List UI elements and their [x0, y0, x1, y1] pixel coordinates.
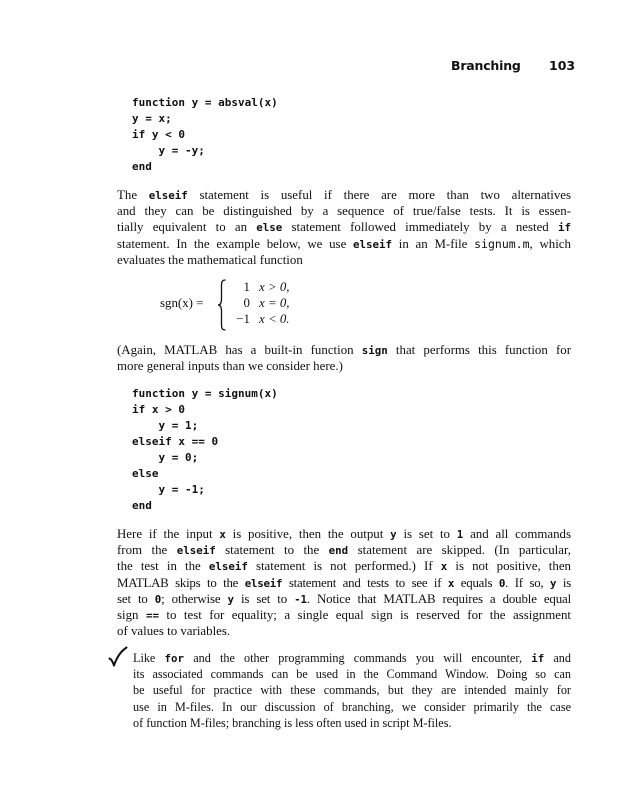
inline-code: else — [256, 221, 283, 235]
text-line: of function M-files; branching is less often used in script M-files. — [133, 715, 452, 730]
inline-filename: signum.m — [474, 236, 530, 251]
code-line: else — [132, 467, 159, 480]
text-line: more general inputs than we consider here.) — [117, 359, 343, 374]
code-line: y = x; — [132, 112, 172, 125]
text-line: set to 0; otherwise y is set to -1. Notice that MATLAB requires a double equal — [117, 591, 572, 606]
margin-note-command-window — [133, 650, 571, 731]
inline-code: elseif — [353, 237, 393, 251]
code-line: y = -y; — [132, 144, 205, 157]
running-header — [0, 58, 624, 74]
code-line: if y < 0 — [132, 128, 185, 141]
case-value: −1 — [236, 312, 250, 326]
page-number: 103 — [549, 58, 576, 73]
text-line: Here if the input x is positive, then the output y is set to 1 and all commands — [117, 527, 571, 541]
code-line: y = 1; — [132, 419, 199, 432]
text-line: sign == to test for equality; a single equal sign is reserved for the assignment — [117, 607, 571, 622]
paragraph-signum-explanation — [117, 526, 571, 639]
text-line: from the elseif statement to the end statement are skipped. (In particular, — [117, 543, 571, 558]
code-line: function y = signum(x) — [132, 387, 278, 400]
sign-function-equation — [160, 279, 360, 329]
case-condition: x > 0, — [259, 280, 290, 294]
equation-lhs: sgn(x) = — [160, 296, 204, 310]
code-line: y = -1; — [132, 483, 205, 496]
checkmark-icon — [108, 646, 128, 668]
text-line: The elseif statement is useful if there are more than two alternatives — [117, 188, 572, 202]
code-line: end — [132, 499, 152, 512]
code-line: end — [132, 160, 152, 173]
code-line: function y = absval(x) — [132, 96, 278, 109]
text-line: evaluates the mathematical function — [117, 252, 303, 267]
paragraph-builtin-sign — [117, 342, 571, 374]
text-line: the test in the elseif statement is not performed.) If x is not positive, then — [117, 559, 571, 574]
paragraph-elseif-intro — [117, 187, 571, 268]
text-line: be useful for practice with these commands, but they are intended mainly for — [133, 683, 571, 698]
text-line: Like for and the other programming commands you will encounter, if and — [133, 651, 571, 665]
case-condition: x = 0, — [259, 296, 290, 310]
text-line: tially equivalent to an else statement followed immediately by a nested if — [117, 220, 571, 235]
inline-code: elseif — [148, 189, 188, 202]
text-line: use in M-files. In our discussion of branching, we consider primarily the case — [133, 699, 571, 714]
case-value: 1 — [243, 280, 250, 294]
code-block-signum — [132, 386, 278, 514]
section-title: Branching — [451, 58, 521, 73]
case-value: 0 — [243, 296, 250, 310]
text-line: MATLAB skips to the elseif statement and tests to see if x equals 0. If so, y is — [117, 575, 571, 590]
text-line: and they can be distinguished by a sequence of true/false tests. It is essen- — [117, 204, 571, 219]
inline-code: sign — [361, 344, 388, 357]
code-block-absval — [132, 95, 278, 175]
code-line: y = 0; — [132, 451, 199, 464]
text-line: statement. In the example below, we use elseif in an M-file signum.m, which — [117, 236, 571, 251]
case-condition: x < 0. — [259, 312, 290, 326]
code-line: elseif x == 0 — [132, 435, 219, 448]
text-line: of values to variables. — [117, 624, 231, 639]
inline-code: if — [557, 221, 571, 235]
text-line: its associated commands can be used in the Command Window. Doing so can — [133, 667, 571, 682]
code-line: if x > 0 — [132, 403, 185, 416]
text-line: (Again, MATLAB has a built-in function sign that performs this function for — [117, 343, 572, 357]
